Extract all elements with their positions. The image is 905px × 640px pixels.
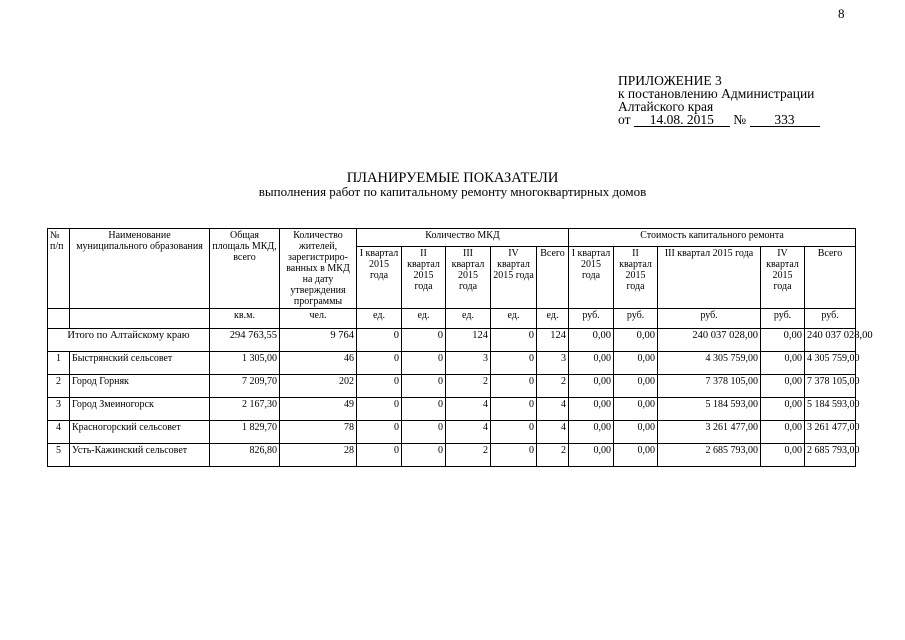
row-cost-q2: 0,00 bbox=[614, 444, 658, 467]
unit-cost-q4: руб. bbox=[761, 309, 805, 329]
row-mkd-q3: 3 bbox=[446, 352, 491, 375]
row-area: 7 209,70 bbox=[210, 375, 280, 398]
row-mkd-q4: 0 bbox=[491, 398, 537, 421]
row-name: Город Змеиногорск bbox=[70, 398, 210, 421]
row-mkd-total: 2 bbox=[537, 444, 569, 467]
row-cost-q1: 0,00 bbox=[569, 352, 614, 375]
annex-title: ПРИЛОЖЕНИЕ 3 bbox=[618, 73, 722, 88]
row-cost-total: 5 184 593,00 bbox=[805, 398, 856, 421]
row-residents: 46 bbox=[280, 352, 357, 375]
unit-area: кв.м. bbox=[210, 309, 280, 329]
annex-date: 14.08. 2015 bbox=[634, 114, 730, 127]
total-mkd-total: 124 bbox=[537, 329, 569, 352]
row-cost-q4: 0,00 bbox=[761, 421, 805, 444]
row-mkd-q2: 0 bbox=[402, 398, 446, 421]
row-mkd-q4: 0 bbox=[491, 375, 537, 398]
unit-mkd-total: ед. bbox=[537, 309, 569, 329]
table-row bbox=[48, 398, 856, 421]
row-cost-total: 2 685 793,00 bbox=[805, 444, 856, 467]
unit-name-empty bbox=[70, 309, 210, 329]
row-mkd-q4: 0 bbox=[491, 444, 537, 467]
row-cost-q1: 0,00 bbox=[569, 444, 614, 467]
row-residents: 28 bbox=[280, 444, 357, 467]
row-name: Город Горняк bbox=[70, 375, 210, 398]
total-mkd-q1: 0 bbox=[357, 329, 402, 352]
total-mkd-q2: 0 bbox=[402, 329, 446, 352]
row-cost-q4: 0,00 bbox=[761, 444, 805, 467]
header-mkd-q1: I квартал 2015 года bbox=[357, 247, 402, 309]
row-mkd-q1: 0 bbox=[357, 421, 402, 444]
row-residents: 49 bbox=[280, 398, 357, 421]
header-residents: Количество жителей, зарегистриро-ванных в МКД на дату утверждения программы bbox=[280, 229, 357, 309]
unit-mkd-q1: ед. bbox=[357, 309, 402, 329]
header-cost-total: Всего bbox=[805, 247, 856, 309]
row-cost-q3: 4 305 759,00 bbox=[658, 352, 761, 375]
row-cost-q1: 0,00 bbox=[569, 375, 614, 398]
table-row bbox=[48, 444, 856, 467]
number-sign: № bbox=[733, 112, 747, 127]
row-name: Красногорский сельсовет bbox=[70, 421, 210, 444]
unit-cost-q1: руб. bbox=[569, 309, 614, 329]
unit-mkd-q2: ед. bbox=[402, 309, 446, 329]
header-name: Наименование муниципального образования bbox=[70, 229, 210, 309]
table-row bbox=[48, 421, 856, 444]
row-name: Быстрянский сельсовет bbox=[70, 352, 210, 375]
row-cost-total: 7 378 105,00 bbox=[805, 375, 856, 398]
total-area: 294 763,55 bbox=[210, 329, 280, 352]
header-mkd-q3: III квартал 2015 года bbox=[446, 247, 491, 309]
row-cost-q2: 0,00 bbox=[614, 398, 658, 421]
total-cost-q1: 0,00 bbox=[569, 329, 614, 352]
header-cost-q2: II квартал 2015 года bbox=[614, 247, 658, 309]
total-label: Итого по Алтайскому краю bbox=[48, 329, 210, 352]
row-cost-q4: 0,00 bbox=[761, 375, 805, 398]
row-area: 1 305,00 bbox=[210, 352, 280, 375]
unit-mkd-q4: ед. bbox=[491, 309, 537, 329]
unit-residents: чел. bbox=[280, 309, 357, 329]
annex-block bbox=[618, 74, 820, 127]
row-mkd-q3: 4 bbox=[446, 421, 491, 444]
annex-date-line bbox=[618, 113, 820, 127]
header-row-1 bbox=[48, 229, 856, 247]
row-cost-q3: 3 261 477,00 bbox=[658, 421, 761, 444]
header-mkd-q2: II квартал 2015 года bbox=[402, 247, 446, 309]
row-mkd-q4: 0 bbox=[491, 421, 537, 444]
row-mkd-q1: 0 bbox=[357, 398, 402, 421]
date-prefix: от bbox=[618, 112, 631, 127]
unit-cost-q3: руб. bbox=[658, 309, 761, 329]
annex-line-2: к постановлению Администрации bbox=[618, 86, 815, 101]
header-mkd-total: Всего bbox=[537, 247, 569, 309]
row-num: 3 bbox=[48, 398, 70, 421]
row-cost-q3: 7 378 105,00 bbox=[658, 375, 761, 398]
total-cost-total: 240 037 028,00 bbox=[805, 329, 856, 352]
row-mkd-q1: 0 bbox=[357, 375, 402, 398]
row-mkd-q3: 4 bbox=[446, 398, 491, 421]
annex-line-3: Алтайского края bbox=[618, 99, 714, 114]
row-num: 1 bbox=[48, 352, 70, 375]
row-residents: 202 bbox=[280, 375, 357, 398]
row-area: 2 167,30 bbox=[210, 398, 280, 421]
header-cost-group: Стоимость капитального ремонта bbox=[569, 229, 856, 247]
header-mkd-group: Количество МКД bbox=[357, 229, 569, 247]
row-cost-total: 4 305 759,00 bbox=[805, 352, 856, 375]
row-cost-q4: 0,00 bbox=[761, 352, 805, 375]
header-area: Общая площаль МКД, всего bbox=[210, 229, 280, 309]
row-mkd-total: 2 bbox=[537, 375, 569, 398]
row-mkd-total: 4 bbox=[537, 398, 569, 421]
row-cost-q2: 0,00 bbox=[614, 352, 658, 375]
header-num: № п/п bbox=[48, 229, 70, 309]
unit-cost-q2: руб. bbox=[614, 309, 658, 329]
row-num: 2 bbox=[48, 375, 70, 398]
total-mkd-q3: 124 bbox=[446, 329, 491, 352]
row-cost-q1: 0,00 bbox=[569, 398, 614, 421]
row-area: 1 829,70 bbox=[210, 421, 280, 444]
row-num: 4 bbox=[48, 421, 70, 444]
row-name: Усть-Кажинский сельсовет bbox=[70, 444, 210, 467]
header-mkd-q4: IV квартал 2015 года bbox=[491, 247, 537, 309]
unit-num-empty bbox=[48, 309, 70, 329]
row-cost-q2: 0,00 bbox=[614, 421, 658, 444]
row-mkd-q3: 2 bbox=[446, 444, 491, 467]
indicators-table bbox=[47, 228, 873, 467]
unit-mkd-q3: ед. bbox=[446, 309, 491, 329]
row-mkd-total: 3 bbox=[537, 352, 569, 375]
row-cost-q3: 2 685 793,00 bbox=[658, 444, 761, 467]
header-cost-q3: III квартал 2015 года bbox=[658, 247, 761, 309]
row-mkd-q2: 0 bbox=[402, 375, 446, 398]
row-mkd-q1: 0 bbox=[357, 444, 402, 467]
row-cost-q2: 0,00 bbox=[614, 375, 658, 398]
row-area: 826,80 bbox=[210, 444, 280, 467]
row-mkd-q2: 0 bbox=[402, 444, 446, 467]
row-mkd-total: 4 bbox=[537, 421, 569, 444]
document-title: ПЛАНИРУЕМЫЕ ПОКАЗАТЕЛИ bbox=[346, 170, 559, 186]
total-cost-q3: 240 037 028,00 bbox=[658, 329, 761, 352]
header-cost-q1: I квартал 2015 года bbox=[569, 247, 614, 309]
row-cost-total: 3 261 477,00 bbox=[805, 421, 856, 444]
annex-number: 333 bbox=[750, 114, 820, 127]
total-cost-q4: 0,00 bbox=[761, 329, 805, 352]
row-residents: 78 bbox=[280, 421, 357, 444]
total-row bbox=[48, 329, 856, 352]
row-mkd-q2: 0 bbox=[402, 352, 446, 375]
page-number: 8 bbox=[838, 6, 845, 21]
row-mkd-q4: 0 bbox=[491, 352, 537, 375]
header-cost-q4: IV квартал 2015 года bbox=[761, 247, 805, 309]
table-row bbox=[48, 375, 856, 398]
document-subtitle: выполнения работ по капитальному ремонту многоквартирных домов bbox=[258, 184, 647, 199]
row-mkd-q2: 0 bbox=[402, 421, 446, 444]
row-mkd-q3: 2 bbox=[446, 375, 491, 398]
row-mkd-q1: 0 bbox=[357, 352, 402, 375]
unit-cost-total: руб. bbox=[805, 309, 856, 329]
units-row bbox=[48, 309, 856, 329]
row-cost-q1: 0,00 bbox=[569, 421, 614, 444]
row-cost-q4: 0,00 bbox=[761, 398, 805, 421]
row-cost-q3: 5 184 593,00 bbox=[658, 398, 761, 421]
row-num: 5 bbox=[48, 444, 70, 467]
total-cost-q2: 0,00 bbox=[614, 329, 658, 352]
total-residents: 9 764 bbox=[280, 329, 357, 352]
total-mkd-q4: 0 bbox=[491, 329, 537, 352]
table-row bbox=[48, 352, 856, 375]
